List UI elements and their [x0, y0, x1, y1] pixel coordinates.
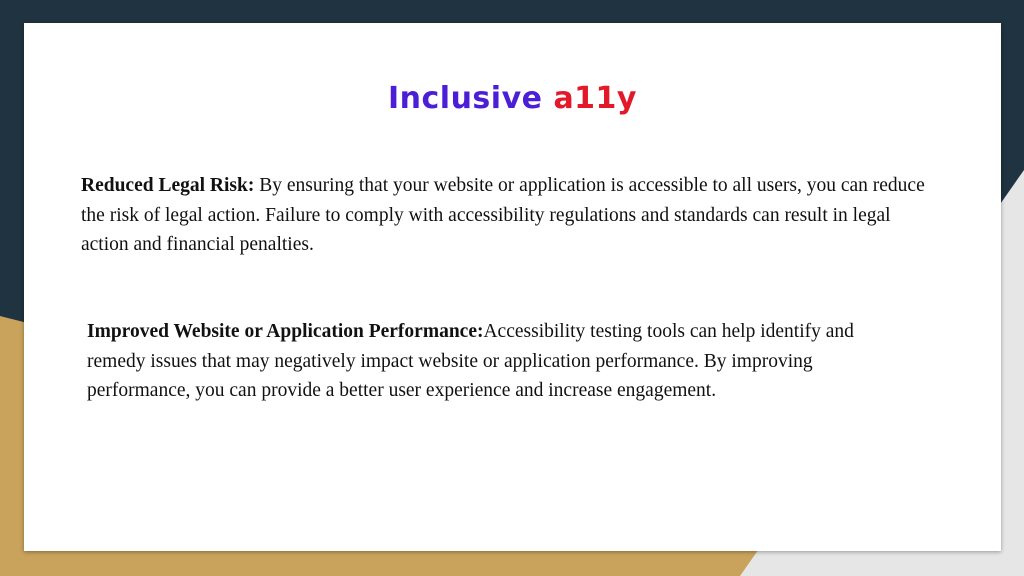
section-heading: Reduced Legal Risk: — [81, 175, 255, 196]
section-heading: Improved Website or Application Performance: — [87, 321, 484, 342]
section-body: By ensuring that your website or application is accessible to all users, you can reduce the risk of legal action. Failure to comply with accessibility regulations and standards can result in legal action and financial penalties. — [81, 175, 925, 255]
section-improved-performance — [87, 317, 907, 406]
logo-text-main: Inclusive — [387, 81, 543, 116]
logo-text-accent: a11y — [553, 81, 637, 116]
section-body: Accessibility testing tools can help identify and remedy issues that may negatively impact website or application performance. By improving performance, you can provide a better user experience and increase engagement. — [87, 321, 854, 401]
content-card — [24, 23, 1001, 551]
inclusive-a11y-logo — [24, 81, 1001, 117]
section-reduced-legal-risk — [81, 171, 941, 260]
